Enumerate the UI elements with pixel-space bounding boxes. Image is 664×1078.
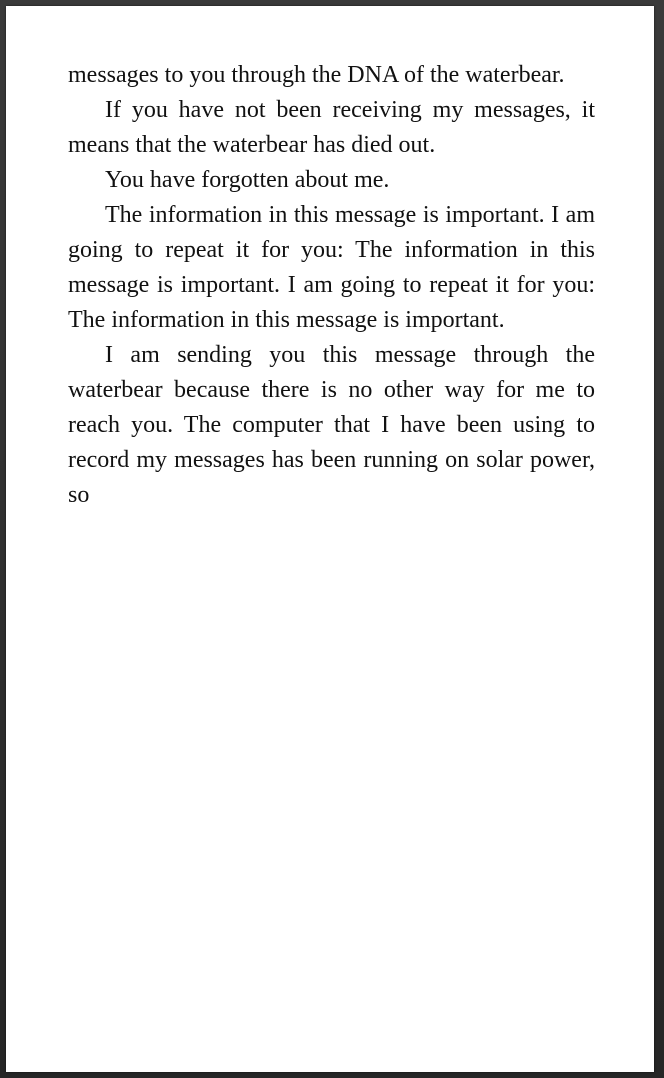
ebook-page[interactable]	[6, 6, 654, 1072]
paragraph: You have forgotten about me.	[105, 167, 390, 193]
paragraph: If you have not been receiving my messages, it means that the waterbear has died out.	[68, 97, 595, 158]
paragraph-continued: messages to you through the DNA of the waterbear.	[68, 62, 565, 88]
paragraph: I am sending you this message through the waterbear because there is no other way for me to reach you. The computer that I have been using to record my messages has been running on solar power, so	[68, 342, 595, 508]
page-text	[68, 58, 595, 513]
paragraph: The information in this message is important. I am going to repeat it for you: The information in this message is important. I am going to repeat it for you: The information in this message is important.	[68, 202, 595, 333]
